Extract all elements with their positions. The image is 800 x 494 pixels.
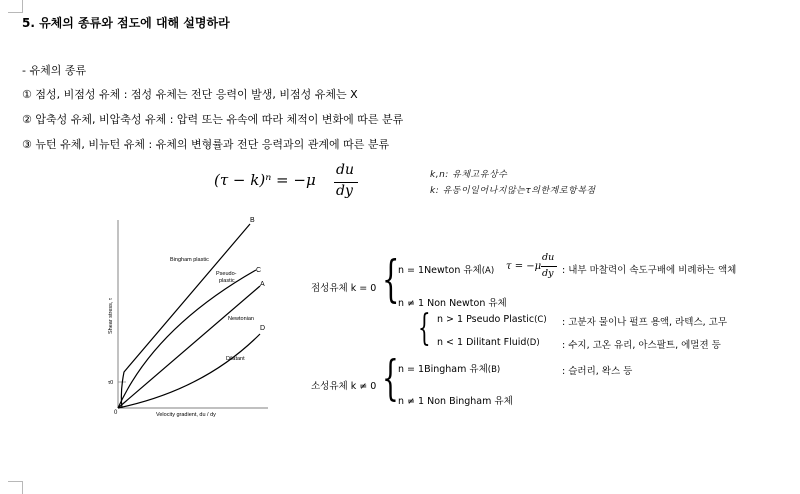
newton-equation [506, 252, 566, 286]
newton-eq-den: dy [542, 268, 554, 279]
item-1: ① 점성, 비점성 유체 : 점성 유체는 전단 응력이 발생, 비점성 유체는 X [22, 88, 358, 101]
newton-n: n = 1 [398, 265, 425, 276]
label-newtonian: Newtonian [228, 316, 254, 322]
equation-denominator: dy [336, 183, 353, 199]
pseudo-plastic-row [437, 314, 547, 325]
dilitant-row [437, 337, 540, 348]
viscous-fluid-label: 점성유체 k = 0 [311, 283, 377, 294]
brace-viscous: { [382, 250, 400, 308]
newton-eq-num: du [542, 252, 555, 263]
non-bingham-row [398, 393, 513, 407]
curve-pseudoplastic [118, 270, 256, 408]
newton-text: Newton 유체 [424, 265, 482, 276]
bingham-row [398, 361, 500, 375]
x-axis-label: Velocity gradient, du / dy [156, 412, 216, 418]
corner-mark-top [8, 0, 23, 13]
brace-plastic: { [382, 350, 399, 406]
non-bingham-text: Non Bingham 유체 [427, 396, 513, 407]
pseudo-tag: (C) [534, 315, 547, 325]
non-newton-text: Non Newton 유체 [427, 298, 507, 309]
question-heading: 5. 유체의 종류와 점도에 대해 설명하라 [22, 16, 230, 30]
newton-tag: (A) [481, 266, 495, 276]
pseudo-text: Pseudo Plastic [466, 314, 535, 325]
y-axis-label: Shear stress, τ [108, 297, 114, 334]
rheology-chart [104, 212, 276, 420]
dilitant-description: : 수지, 고온 유리, 아스팔트, 에멀젼 등 [562, 340, 721, 351]
label-pseudoplastic-line2: plastic [219, 278, 235, 284]
bingham-n: n = 1 [398, 364, 425, 375]
newton-eq-bar [541, 266, 557, 267]
pseudo-description: : 고분자 물이나 펄프 용액, 라텍스, 고무 [562, 317, 728, 328]
equation-numerator: du [336, 162, 354, 178]
tau0-label: τ0 [108, 380, 114, 386]
letter-c: C [256, 267, 262, 274]
handnote-2: k: 유동이일어나지않는τ의한계로항복점 [430, 186, 596, 196]
newton-row [398, 262, 494, 276]
dilitant-text: Dilitant Fluid [466, 337, 527, 348]
letter-a: A [260, 281, 265, 288]
letter-b: B [250, 217, 255, 224]
bingham-text: Bingham 유체 [424, 364, 488, 375]
non-bingham-n: n ≠ 1 [398, 396, 425, 407]
bingham-description: : 슬러리, 왁스 등 [562, 366, 633, 377]
label-pseudoplastic-line1: Pseudo- [216, 271, 237, 277]
curve-newtonian [118, 286, 260, 408]
origin-label: 0 [114, 410, 118, 416]
plastic-fluid-label: 소성유체 k ≠ 0 [311, 381, 377, 392]
equation-lhs: (τ − k)ⁿ = −μ [214, 171, 316, 189]
dilitant-n: n < 1 [437, 337, 464, 348]
main-equation [214, 163, 394, 201]
label-pseudoplastic [216, 271, 238, 284]
bingham-tag: (B) [487, 365, 501, 375]
brace-non-newton: { [418, 308, 431, 349]
label-bingham: Bingham plastic [170, 257, 209, 263]
handnote-1: k,n: 유체고유상수 [430, 170, 508, 180]
item-2: ② 압축성 유체, 비압축성 유체 : 압력 또는 유속에 따라 체적이 변화에 따른 분류 [22, 113, 404, 126]
corner-mark-bottom [8, 481, 23, 494]
dilitant-tag: (D) [526, 338, 540, 348]
non-newton-row [398, 295, 507, 309]
pseudo-n: n > 1 [437, 314, 464, 325]
label-dilatant: Dilatant [226, 356, 245, 362]
item-3: ③ 뉴턴 유체, 비뉴턴 유체 : 유체의 변형률과 전단 응력과의 관계에 따른 분류 [22, 138, 390, 151]
non-newton-n: n ≠ 1 [398, 298, 425, 309]
section-heading: - 유체의 종류 [22, 64, 87, 77]
newton-eq-lhs: τ = −μ [506, 261, 542, 272]
letter-d: D [260, 325, 266, 332]
newton-description: : 내부 마찰력이 속도구배에 비례하는 액체 [562, 265, 737, 276]
